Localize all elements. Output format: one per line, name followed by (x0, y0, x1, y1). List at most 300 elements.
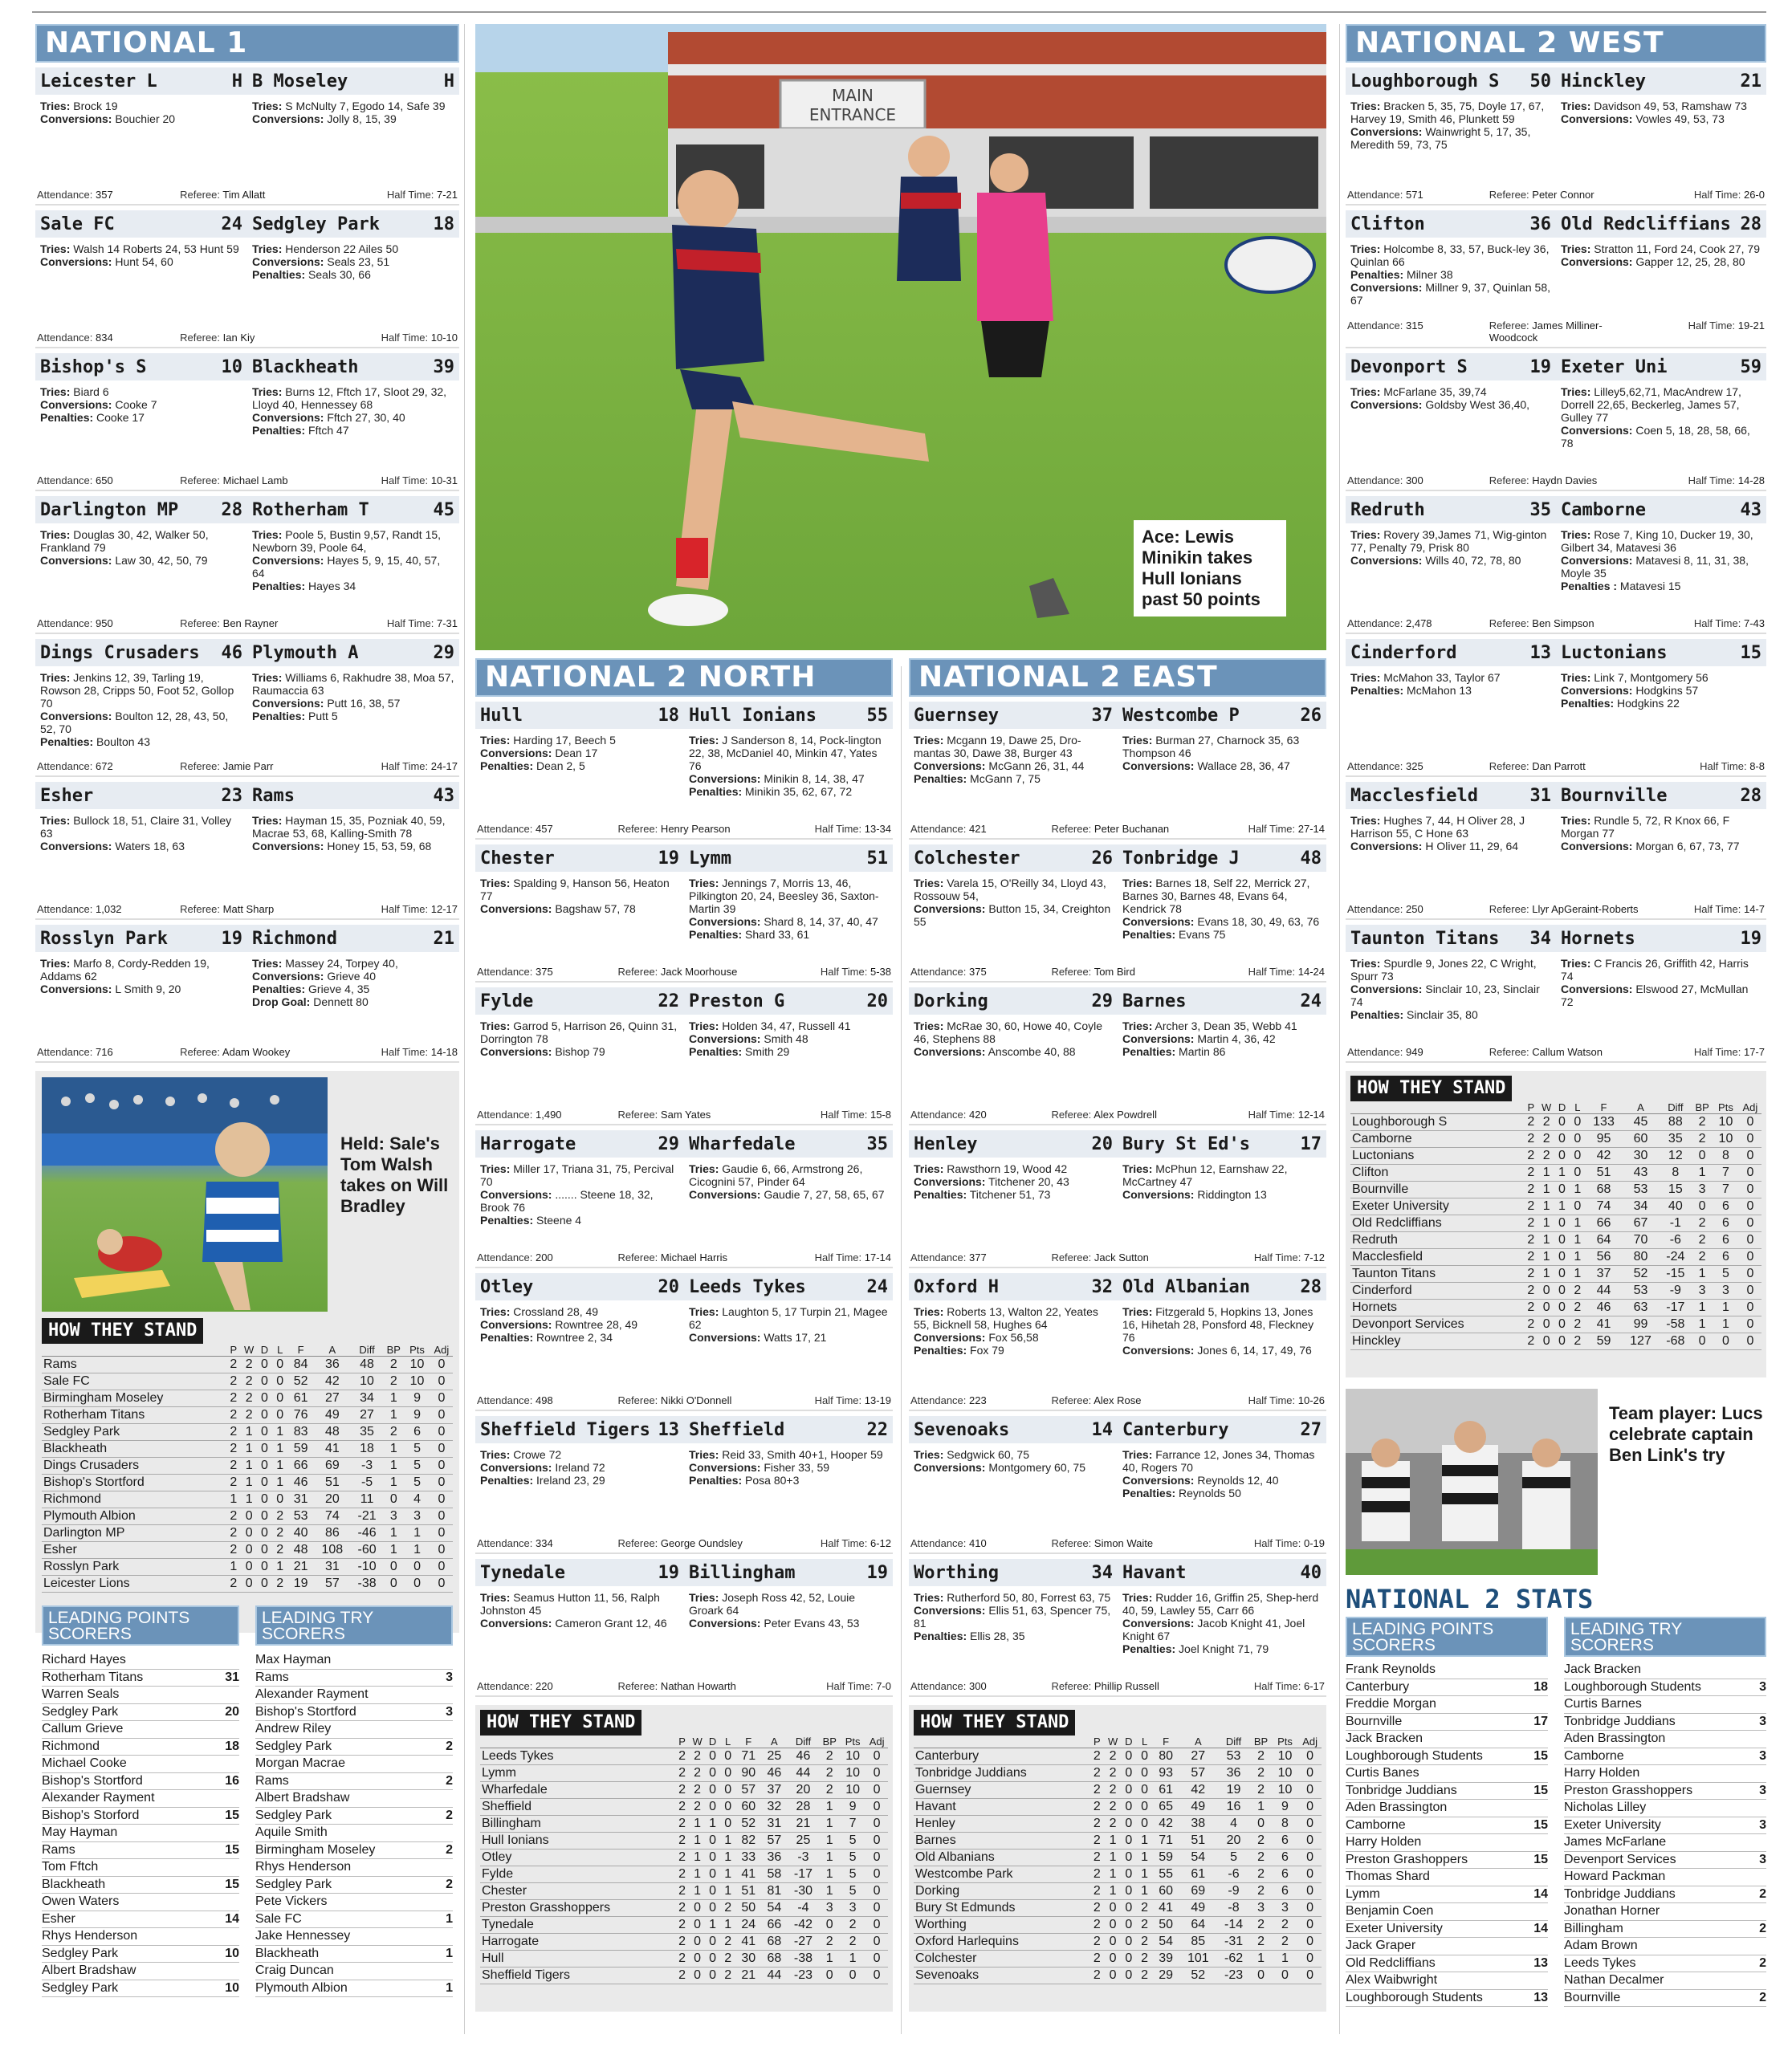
scorer-value: 15 (225, 1842, 239, 1857)
away-team (247, 643, 459, 663)
home-score: 37 (1091, 705, 1113, 726)
scorer-line: Conversions: Hunt 54, 60 (40, 255, 173, 268)
scorer-row (1564, 1714, 1766, 1731)
half-time: Half Time: 17-14 (814, 1251, 891, 1264)
team-name: Fylde (480, 1866, 674, 1883)
scorer-line: Tries: Link 7, Montgomery 56 (1561, 671, 1709, 684)
scorer-row (255, 1670, 453, 1687)
scorer-row (42, 1825, 239, 1842)
attendance-label: Attendance: (910, 823, 967, 835)
scorers (1118, 877, 1326, 941)
away-name: Leeds Tykes (689, 1276, 806, 1297)
stat-cell: 7 (1713, 1165, 1739, 1182)
stat-cell: 0 (257, 1508, 272, 1525)
stat-cell: 1 (1713, 1300, 1739, 1316)
home-team (35, 500, 247, 520)
stat-cell: 2 (1089, 1816, 1105, 1833)
scorer-row (255, 1652, 453, 1670)
stat-cell: -21 (351, 1508, 384, 1525)
stat-cell: 0 (1121, 1748, 1137, 1765)
scorer-value: 14 (1533, 1921, 1548, 1935)
attendance-label: Attendance: (477, 966, 533, 978)
away-team (684, 1277, 893, 1297)
scorer-label: Tries: (1561, 385, 1591, 398)
stat-cell: 68 (761, 1934, 787, 1951)
stat-cell: 2 (1089, 1850, 1105, 1866)
stat-cell: 8 (1713, 1148, 1739, 1165)
scorer-name: Max Hayman (255, 1653, 332, 1666)
match-result (475, 840, 893, 983)
away-score: 20 (866, 991, 888, 1011)
stat-cell: 0 (819, 1968, 840, 1984)
stat-cell: 2 (1692, 1114, 1713, 1131)
stat-cell: 50 (735, 1900, 761, 1917)
scorer-row (42, 1721, 239, 1739)
scorer-name: Nathan Decalmer (1564, 1973, 1664, 1987)
table-row (914, 1850, 1322, 1866)
stat-cell: 5 (840, 1833, 865, 1850)
scorer-label: Penalties: (1122, 1045, 1176, 1058)
stat-cell: 61 (1179, 1866, 1217, 1883)
scorer-label: Conversions: (689, 772, 761, 785)
scorer-line: Tries: J Sanderson 8, 14, Pock-lington 22, 38, McDaniel 40, Minkin 47, Yates 76 (689, 734, 882, 772)
scorers-body (475, 1015, 893, 1058)
scorers (684, 877, 893, 941)
half-time: Half Time: 7-21 (386, 189, 458, 201)
away-score: 21 (433, 928, 454, 949)
stat-cell: 2 (1089, 1782, 1105, 1799)
scorer-name: Camborne (1564, 1748, 1624, 1763)
stat-cell: 37 (1586, 1266, 1623, 1283)
referee-label: Referee: (180, 760, 221, 772)
away-team (1556, 929, 1766, 949)
away-score: 40 (1300, 1562, 1322, 1583)
stat-cell: 2 (674, 1833, 690, 1850)
home-name: Henley (914, 1133, 978, 1154)
scorer-line: Penalties: Smith 29 (689, 1045, 790, 1058)
attendance-label: Attendance: (37, 760, 93, 772)
stat-cell: 2 (674, 1951, 690, 1968)
scorer-row (255, 1894, 453, 1911)
scorer-label: Tries: (1122, 1448, 1153, 1461)
stat-cell: 1 (404, 1542, 430, 1559)
stat-cell: 0 (430, 1576, 453, 1593)
scorer-label: Tries: (252, 671, 283, 684)
home-name: Redruth (1350, 499, 1425, 520)
scorer-label: Conversions: (1122, 1032, 1195, 1045)
stat-cell: 0 (1298, 1816, 1322, 1833)
half-time: Half Time: 7-43 (1693, 617, 1765, 629)
home-score: 19 (221, 928, 242, 949)
stat-cell: 2 (226, 1508, 241, 1525)
match-footer (1346, 903, 1766, 915)
stat-cell: 0 (1105, 1934, 1121, 1951)
scorer-name: Preston Grasshoppers (1564, 1783, 1693, 1797)
stat-cell: 0 (1554, 1215, 1570, 1232)
team-name: Canterbury (914, 1748, 1089, 1765)
stat-cell: 1 (272, 1458, 287, 1475)
attendance: Attendance: 375 (910, 966, 987, 978)
stat-cell: 35 (1660, 1131, 1692, 1148)
col-head: W (1105, 1736, 1121, 1748)
stat-cell: 1 (1692, 1316, 1713, 1333)
attendance-label: Attendance: (477, 1537, 533, 1549)
scorer-row (1564, 1972, 1766, 1990)
table-row (480, 1968, 888, 1984)
score-header (35, 639, 459, 666)
away-score: 24 (1300, 991, 1322, 1011)
table-row (914, 1883, 1322, 1900)
home-team (35, 71, 247, 92)
stat-cell: 5 (404, 1458, 430, 1475)
scorer-row (42, 1928, 239, 1946)
table-row (42, 1542, 453, 1559)
national-2-leaders (1346, 1617, 1766, 2007)
stat-cell: 12 (1660, 1148, 1692, 1165)
scorer-label: Conversions: (689, 1188, 761, 1201)
stat-cell: 2 (226, 1576, 241, 1593)
stat-cell: 21 (287, 1559, 314, 1576)
scorer-line: Penalties: Fftch 47 (252, 424, 349, 437)
scorer-name: Sedgley Park (42, 1946, 119, 1960)
scorer-line: Conversions: Rowntree 28, 49 (480, 1318, 638, 1331)
stat-cell: 2 (1539, 1131, 1554, 1148)
scorer-label: Penalties: (1122, 1642, 1176, 1655)
stat-cell: 64 (1586, 1232, 1623, 1249)
stat-cell: 2 (1272, 1934, 1298, 1951)
col-team (914, 1736, 1089, 1748)
stat-cell: 0 (1692, 1333, 1713, 1350)
scorer-name: Blackheath (255, 1946, 320, 1960)
col-head: Diff (351, 1344, 384, 1357)
away-team (247, 500, 459, 520)
stat-cell: 1 (705, 1917, 720, 1934)
attendance: Attendance: 315 (1347, 319, 1423, 332)
scorer-value: 2 (1759, 1990, 1766, 2004)
scorer-name: Loughborough Students (1564, 1679, 1701, 1694)
team-name: Tynedale (480, 1917, 674, 1934)
stat-cell: 3 (404, 1508, 430, 1525)
stat-cell: 0 (1570, 1165, 1585, 1182)
stat-cell: 5 (840, 1850, 865, 1866)
away-name: Bury St Ed's (1122, 1133, 1250, 1154)
national-2-north-east-column (475, 24, 1334, 2012)
stat-cell: 0 (1713, 1333, 1739, 1350)
scorer-label: Conversions: (1122, 759, 1195, 772)
scorer-label: Conversions: (1350, 125, 1423, 138)
stat-cell: 2 (1523, 1300, 1538, 1316)
stat-cell: 2 (1523, 1114, 1538, 1131)
scorer-line: Tries: Stratton 11, Ford 24, Cook 27, 79 (1561, 242, 1761, 255)
scorer-row (255, 1928, 453, 1946)
stat-cell: 0 (865, 1799, 888, 1816)
match-footer (35, 1046, 459, 1058)
scorer-label: Tries: (1350, 957, 1381, 970)
score-header (475, 844, 893, 872)
stat-cell: 2 (720, 1968, 735, 1984)
match-footer (1346, 474, 1766, 486)
half-time-label: Half Time: (1700, 760, 1747, 772)
stat-cell: 0 (1570, 1198, 1585, 1215)
stat-cell: 101 (1179, 1951, 1217, 1968)
score-header (475, 702, 893, 729)
score-header (35, 925, 459, 952)
scorer-label: Penalties: (689, 1474, 743, 1487)
scorer-line: Tries: Burman 27, Charnock 35, 63 Thompson 46 (1122, 734, 1300, 759)
stat-cell: 5 (840, 1866, 865, 1883)
stat-cell: 0 (1121, 1799, 1137, 1816)
scorer-row (42, 1652, 239, 1670)
stat-cell: 41 (1586, 1316, 1623, 1333)
half-time-label: Half Time: (820, 966, 868, 978)
referee: Referee: Jack Moorhouse (617, 966, 738, 978)
attendance-label: Attendance: (910, 1680, 967, 1692)
match-footer (909, 966, 1326, 978)
match-footer (909, 1251, 1326, 1264)
scorer-label: Conversions: (914, 1175, 986, 1188)
scorers-body (35, 666, 459, 748)
team-name: Tonbridge Juddians (914, 1765, 1089, 1782)
attendance-label: Attendance: (37, 332, 93, 344)
scorer-value: 2 (446, 1808, 453, 1822)
team-name: Dings Crusaders (42, 1458, 226, 1475)
stat-cell: 1 (819, 1850, 840, 1866)
scorer-name: Rhys Henderson (255, 1860, 352, 1874)
match-footer (909, 1680, 1326, 1692)
stat-cell: 1 (1692, 1300, 1713, 1316)
stat-cell: -17 (787, 1866, 819, 1883)
home-team (1346, 643, 1556, 663)
stat-cell: 0 (1298, 1968, 1322, 1984)
stat-cell: -6 (1660, 1232, 1692, 1249)
stat-cell: 44 (761, 1968, 787, 1984)
scorer-line: Penalties: Evans 75 (1122, 928, 1226, 941)
table-row (480, 1883, 888, 1900)
scorer-name: May Hayman (42, 1825, 118, 1839)
match-footer (475, 1109, 893, 1121)
scorer-label: Conversions: (1350, 554, 1423, 567)
stat-cell: 2 (226, 1390, 241, 1407)
scorer-row (255, 1980, 453, 1998)
scorer-name: Blackheath (42, 1877, 106, 1891)
scorer-name: Warren Seals (42, 1687, 120, 1701)
away-name: Old Albanian (1122, 1276, 1250, 1297)
scorers-body (909, 729, 1326, 785)
col-head: D (257, 1344, 272, 1357)
scorer-line: Tries: Rundle 5, 72, R Knox 66, F Morgan 77 (1561, 814, 1730, 840)
scorers (1556, 100, 1766, 151)
scorer-line: Tries: McFarlane 35, 39,74 (1350, 385, 1487, 398)
scorer-name: Camborne (1346, 1817, 1406, 1832)
scorer-label: Tries: (40, 242, 71, 255)
scorers-body (475, 1158, 893, 1227)
stat-cell: 0 (865, 1816, 888, 1833)
scorer-line: Conversions: Ireland 72 (480, 1461, 605, 1474)
scorer-row (1564, 1817, 1766, 1835)
stat-cell: 2 (674, 1850, 690, 1866)
stat-cell: 64 (1179, 1917, 1217, 1934)
scorer-row (42, 1739, 239, 1756)
scorer-label: Tries: (40, 385, 71, 398)
scorer-value: 14 (1533, 1886, 1548, 1901)
home-team (35, 357, 247, 377)
match-footer (1346, 1046, 1766, 1058)
scorers (1118, 734, 1326, 785)
stat-cell: 10 (351, 1373, 384, 1390)
scorers (475, 1162, 684, 1227)
stat-cell: 0 (690, 1917, 705, 1934)
scorer-name: Bournville (1346, 1714, 1403, 1728)
stat-cell: 0 (257, 1390, 272, 1407)
home-score: 18 (658, 705, 679, 726)
stat-cell: 10 (840, 1765, 865, 1782)
col-head: F (287, 1344, 314, 1357)
stat-cell: 1 (1137, 1833, 1153, 1850)
col-head: Adj (1739, 1101, 1761, 1114)
stat-cell: 69 (1179, 1883, 1217, 1900)
stat-cell: 1 (242, 1458, 257, 1475)
home-name: Cinderford (1350, 642, 1457, 663)
stat-cell: 0 (1121, 1816, 1137, 1833)
stat-cell: 10 (1713, 1114, 1739, 1131)
home-name: Fylde (480, 991, 534, 1011)
away-score: 51 (866, 848, 888, 869)
stat-cell: 2 (242, 1390, 257, 1407)
home-team (1346, 500, 1556, 520)
team-name: Westcombe Park (914, 1866, 1089, 1883)
scorer-label: Tries: (1350, 100, 1381, 112)
scorer-label: Penalties: (1350, 268, 1404, 281)
table-row (42, 1458, 453, 1475)
team-name: Hull Ionians (480, 1833, 674, 1850)
table-row (42, 1508, 453, 1525)
stat-cell: 2 (1089, 1833, 1105, 1850)
stat-cell: 41 (314, 1441, 351, 1458)
stat-cell: 68 (1586, 1182, 1623, 1198)
scorer-line: Conversions: Vowles 49, 53, 73 (1561, 112, 1725, 125)
attendance-label: Attendance: (477, 1251, 533, 1264)
stat-cell: 2 (272, 1576, 287, 1593)
scorer-line: Conversions: Matavesi 8, 11, 31, 38, Moyle 35 (1561, 554, 1749, 580)
referee-label: Referee: (617, 1537, 658, 1549)
scorer-label: Tries: (252, 385, 283, 398)
stat-cell: 67 (1623, 1215, 1660, 1232)
home-team (475, 848, 684, 869)
referee-label: Referee: (180, 332, 221, 344)
stat-cell: 1 (1570, 1266, 1585, 1283)
stat-cell: 57 (761, 1833, 787, 1850)
scorer-row (1564, 1852, 1766, 1870)
stat-cell: 0 (1554, 1333, 1570, 1350)
scorer-name: Rhys Henderson (42, 1929, 138, 1943)
stat-cell: 0 (383, 1559, 404, 1576)
scorer-label: Tries: (1561, 671, 1591, 684)
scorer-line: Tries: Gaudie 6, 66, Armstrong 26, Cicognini 57, Pinder 64 (689, 1162, 863, 1188)
away-name: Richmond (252, 928, 337, 949)
home-score: 46 (221, 642, 242, 663)
team-name: Rotherham Titans (42, 1407, 226, 1424)
scorer-value: 3 (1759, 1817, 1766, 1832)
scorer-value: 2 (1759, 1921, 1766, 1935)
stat-cell: 0 (1692, 1148, 1713, 1165)
stat-cell: 0 (865, 1951, 888, 1968)
stat-cell: 0 (1739, 1131, 1761, 1148)
scorer-value: 1 (446, 1911, 453, 1926)
stat-cell: 2 (1523, 1165, 1538, 1182)
away-name: Plymouth A (252, 642, 359, 663)
stat-cell: 6 (1713, 1232, 1739, 1249)
stat-cell: 2 (674, 1782, 690, 1799)
team-name: Worthing (914, 1917, 1089, 1934)
stat-cell: 0 (430, 1357, 453, 1373)
stat-cell: 1 (383, 1458, 404, 1475)
scorer-row (1564, 1662, 1766, 1679)
scorer-line: Tries: Holcombe 8, 33, 57, Buck-ley 36, Quinlan 66 (1350, 242, 1550, 268)
half-time-label: Half Time: (1248, 966, 1296, 978)
referee-label: Referee: (1489, 617, 1529, 629)
table-row (914, 1866, 1322, 1883)
scorer-row (1346, 1972, 1548, 1990)
stat-cell: 2 (674, 1934, 690, 1951)
stat-cell: 0 (1570, 1131, 1585, 1148)
stat-cell: 54 (761, 1900, 787, 1917)
stat-cell: 48 (287, 1542, 314, 1559)
score-header (475, 1273, 893, 1300)
scorer-line: Tries: S McNulty 7, Egodo 14, Safe 39 (252, 100, 446, 112)
scorers (35, 242, 247, 281)
stat-cell: -9 (1217, 1883, 1251, 1900)
scorer-label: Conversions: (1122, 1344, 1195, 1357)
match-footer (35, 332, 459, 344)
col-head: BP (383, 1344, 404, 1357)
scorer-row (42, 1842, 239, 1860)
stat-cell: 0 (1570, 1114, 1585, 1131)
stat-cell: 1 (1137, 1850, 1153, 1866)
stat-cell: 0 (430, 1373, 453, 1390)
col-head: F (1586, 1101, 1623, 1114)
scorer-label: Conversions: (40, 710, 112, 722)
scorer-line: Conversions: McGann 26, 31, 44 (914, 759, 1085, 772)
away-score: 45 (433, 499, 454, 520)
scorer-line: Conversions: Cooke 7 (40, 398, 157, 411)
scorer-name: Sedgley Park (42, 1980, 119, 1995)
stat-cell: 0 (705, 1799, 720, 1816)
referee: Referee: Matt Sharp (180, 903, 275, 915)
referee-label: Referee: (1051, 1109, 1092, 1121)
stat-cell: 127 (1623, 1333, 1660, 1350)
scorer-name: Sedgley Park (255, 1808, 332, 1822)
stat-cell: -38 (351, 1576, 384, 1593)
stat-cell: 2 (1523, 1266, 1538, 1283)
away-score: 17 (1300, 1133, 1322, 1154)
away-name: Blackheath (252, 356, 359, 377)
scorer-label: Penalties: (480, 759, 534, 772)
team-name: Guernsey (914, 1782, 1089, 1799)
half-time: Half Time: 13-19 (814, 1394, 891, 1406)
referee: Referee: Alex Powdrell (1051, 1109, 1157, 1121)
away-team (1556, 357, 1766, 377)
home-team (1346, 786, 1556, 806)
scorer-line: Conversions: Fox 56,58 (914, 1331, 1039, 1344)
scorer-row (42, 1980, 239, 1998)
scorer-name: Rotherham Titans (42, 1670, 144, 1684)
referee: Referee: Sam Yates (617, 1109, 711, 1121)
scorer-value: 15 (1533, 1748, 1548, 1763)
scorer-line: Tries: Garrod 5, Harrison 26, Quinn 31, Dorrington 78 (480, 1019, 678, 1045)
match-result (35, 206, 459, 348)
scorer-label: Conversions: (689, 1461, 761, 1474)
scorer-name: Callum Grieve (42, 1722, 124, 1736)
